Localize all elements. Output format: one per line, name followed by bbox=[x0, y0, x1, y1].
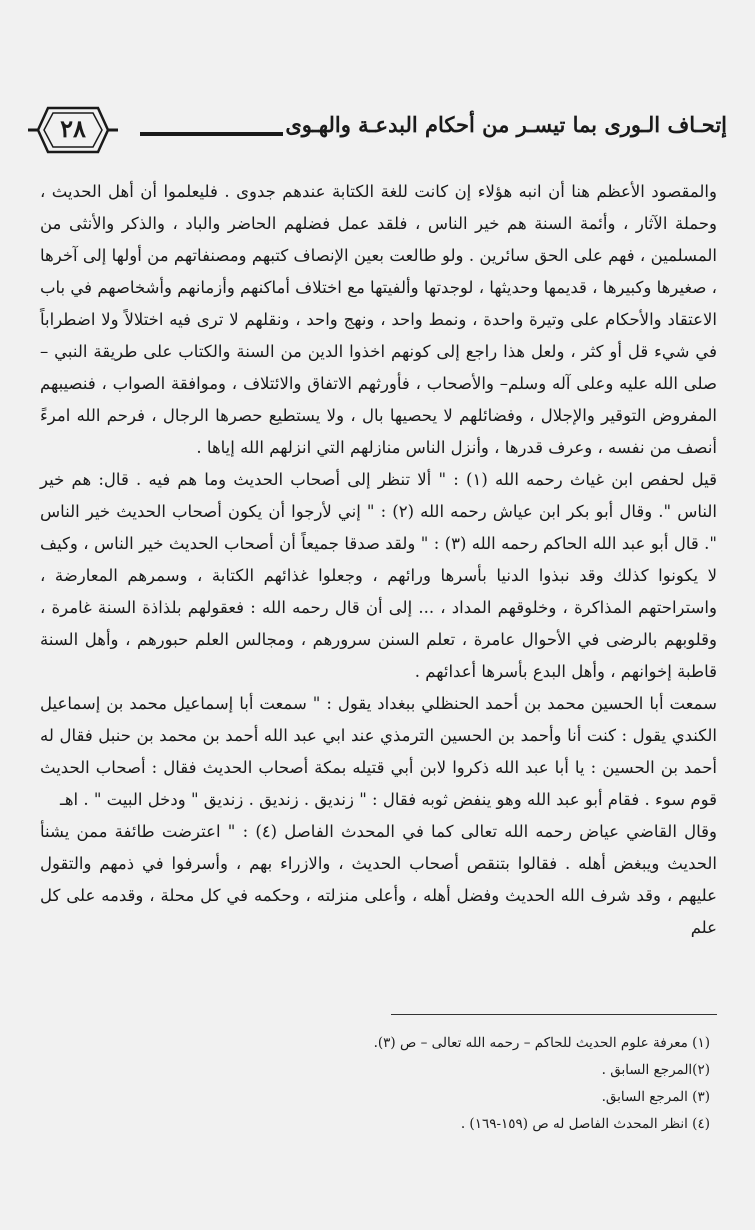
footnote: (٢)المرجع السابق . bbox=[601, 1062, 710, 1078]
running-title: إتحـاف الـورى بما تيسـر من أحكام البدعـة والهـوى bbox=[285, 112, 727, 137]
main-text bbox=[40, 176, 717, 944]
page-number: ٢٨ bbox=[60, 114, 86, 143]
paragraph: والمقصود الأعظم هنا أن انبه هؤلاء إن كانت للغة الكتابة عندهم جدوى . فليعلموا أن أهل الحديث ، وحملة الآثار ، وأئمة السنة هم خير الناس ، فلقد عمل فضلهم الحاضر والباد ، والذكر والأنثى من المسلمين ، فهم على الحق سائرين . ولو طالعت بعين الإنصاف كتبهم ومصنفاتهم من أولها إلى آخرها ، صغيرها وكبيرها ، قديمها وحديثها ، لوجدتها وألفيتها مع اختلاف أماكنهم وأزمانهم وأشخاصهم في باب الاعتقاد والأحكام على وتيرة واحدة ، ونمط واحد ، ونهج واحد ، ونقلهم لا ترى فيه اختلالاً ولا اضطراباً في شيء قل أو كثر ، ولعل هذا راجع إلى كونهم اخذوا الدين من السنة والكتاب على طريقة النبي –صلى الله عليه وعلى آله وسلم– والأصحاب ، فأورثهم الاتفاق والائتلاف ، وموافقة الصواب ، فنصيبهم المفروض التوقير والإجلال ، وفضائلهم لا يحصيها بال ، ولا يستطيع حصرها الرجال ، فرحم الله امرءً أنصف من نفسه ، وعرف قدرها ، وأنزل الناس منازلهم التي انزلهم الله إياها . bbox=[40, 182, 717, 457]
paragraph: سمعت أبا الحسين محمد بن أحمد الحنظلي ببغداد يقول : " سمعت أبا إسماعيل محمد بن إسماعيل الكندي يقول : كنت أنا وأحمد بن الحسين الترمذي عند ابي عبد الله أحمد بن محمد بن حنبل فقال له أحمد بن الحسين : يا أبا عبد الله ذكروا لابن أبي قتيله بمكة أصحاب الحديث فقال : أصحاب الحديث قوم سوء . فقام أبو عبد الله وهو ينفض ثوبه فقال : " زنديق . زنديق . زنديق " ودخل البيت " . اهـ bbox=[40, 694, 717, 809]
footnote: (١) معرفة علوم الحديث للحاكم – رحمه الله تعالى – ص (٣). bbox=[373, 1035, 710, 1051]
footnote: (٤) انظر المحدث الفاصل له ص (١٥٩-١٦٩) . bbox=[460, 1116, 710, 1132]
paragraph: قيل لحفص ابن غياث رحمه الله (١) : " ألا تنظر إلى أصحاب الحديث وما هم فيه . قال: هم خير الناس ". وقال أبو بكر ابن عياش رحمه الله (٢) : " إني لأرجوا أن يكون أصحاب الحديث خير الناس ". قال أبو عبد الله الحاكم رحمه الله (٣) : " ولقد صدقا جميعاً أن أصحاب الحديث خير الناس ، وكيف لا يكونوا كذلك وقد نبذوا الدنيا بأسرها ورائهم ، وجعلوا غذائهم الكتابة ، وسمرهم المعارضة ، واستراحتهم المذاكرة ، وخلوقهم المداد ، ... إلى أن قال رحمه الله : فعقولهم بلذاذة السنة غامرة ، وقلوبهم بالرضى في الأحوال عامرة ، تعلم السنن سرورهم ، ومجالس العلم حبورهم ، وأهل السنة قاطبة إخوانهم ، وأهل البدع بأسرها أعدائهم . bbox=[40, 470, 718, 681]
footnote-separator bbox=[391, 1014, 717, 1015]
page-header bbox=[20, 100, 735, 160]
footnotes bbox=[40, 1030, 710, 1138]
header-rule bbox=[140, 132, 283, 136]
paragraph: وقال القاضي عياض رحمه الله تعالى كما في المحدث الفاصل (٤) : " اعترضت طائفة ممن يشنأ الحديث ويبغض أهله . فقالوا بتنقص أصحاب الحديث ، والازراء بهم ، وأسرفوا في ذمهم والتقول عليهم ، وقد شرف الله الحديث وفضل أهله ، وأعلى منزلته ، وحكمه في كل محلة ، وقدمه على كل علم bbox=[40, 822, 717, 937]
page-number-badge bbox=[28, 100, 118, 160]
footnote: (٣) المرجع السابق. bbox=[601, 1089, 710, 1105]
